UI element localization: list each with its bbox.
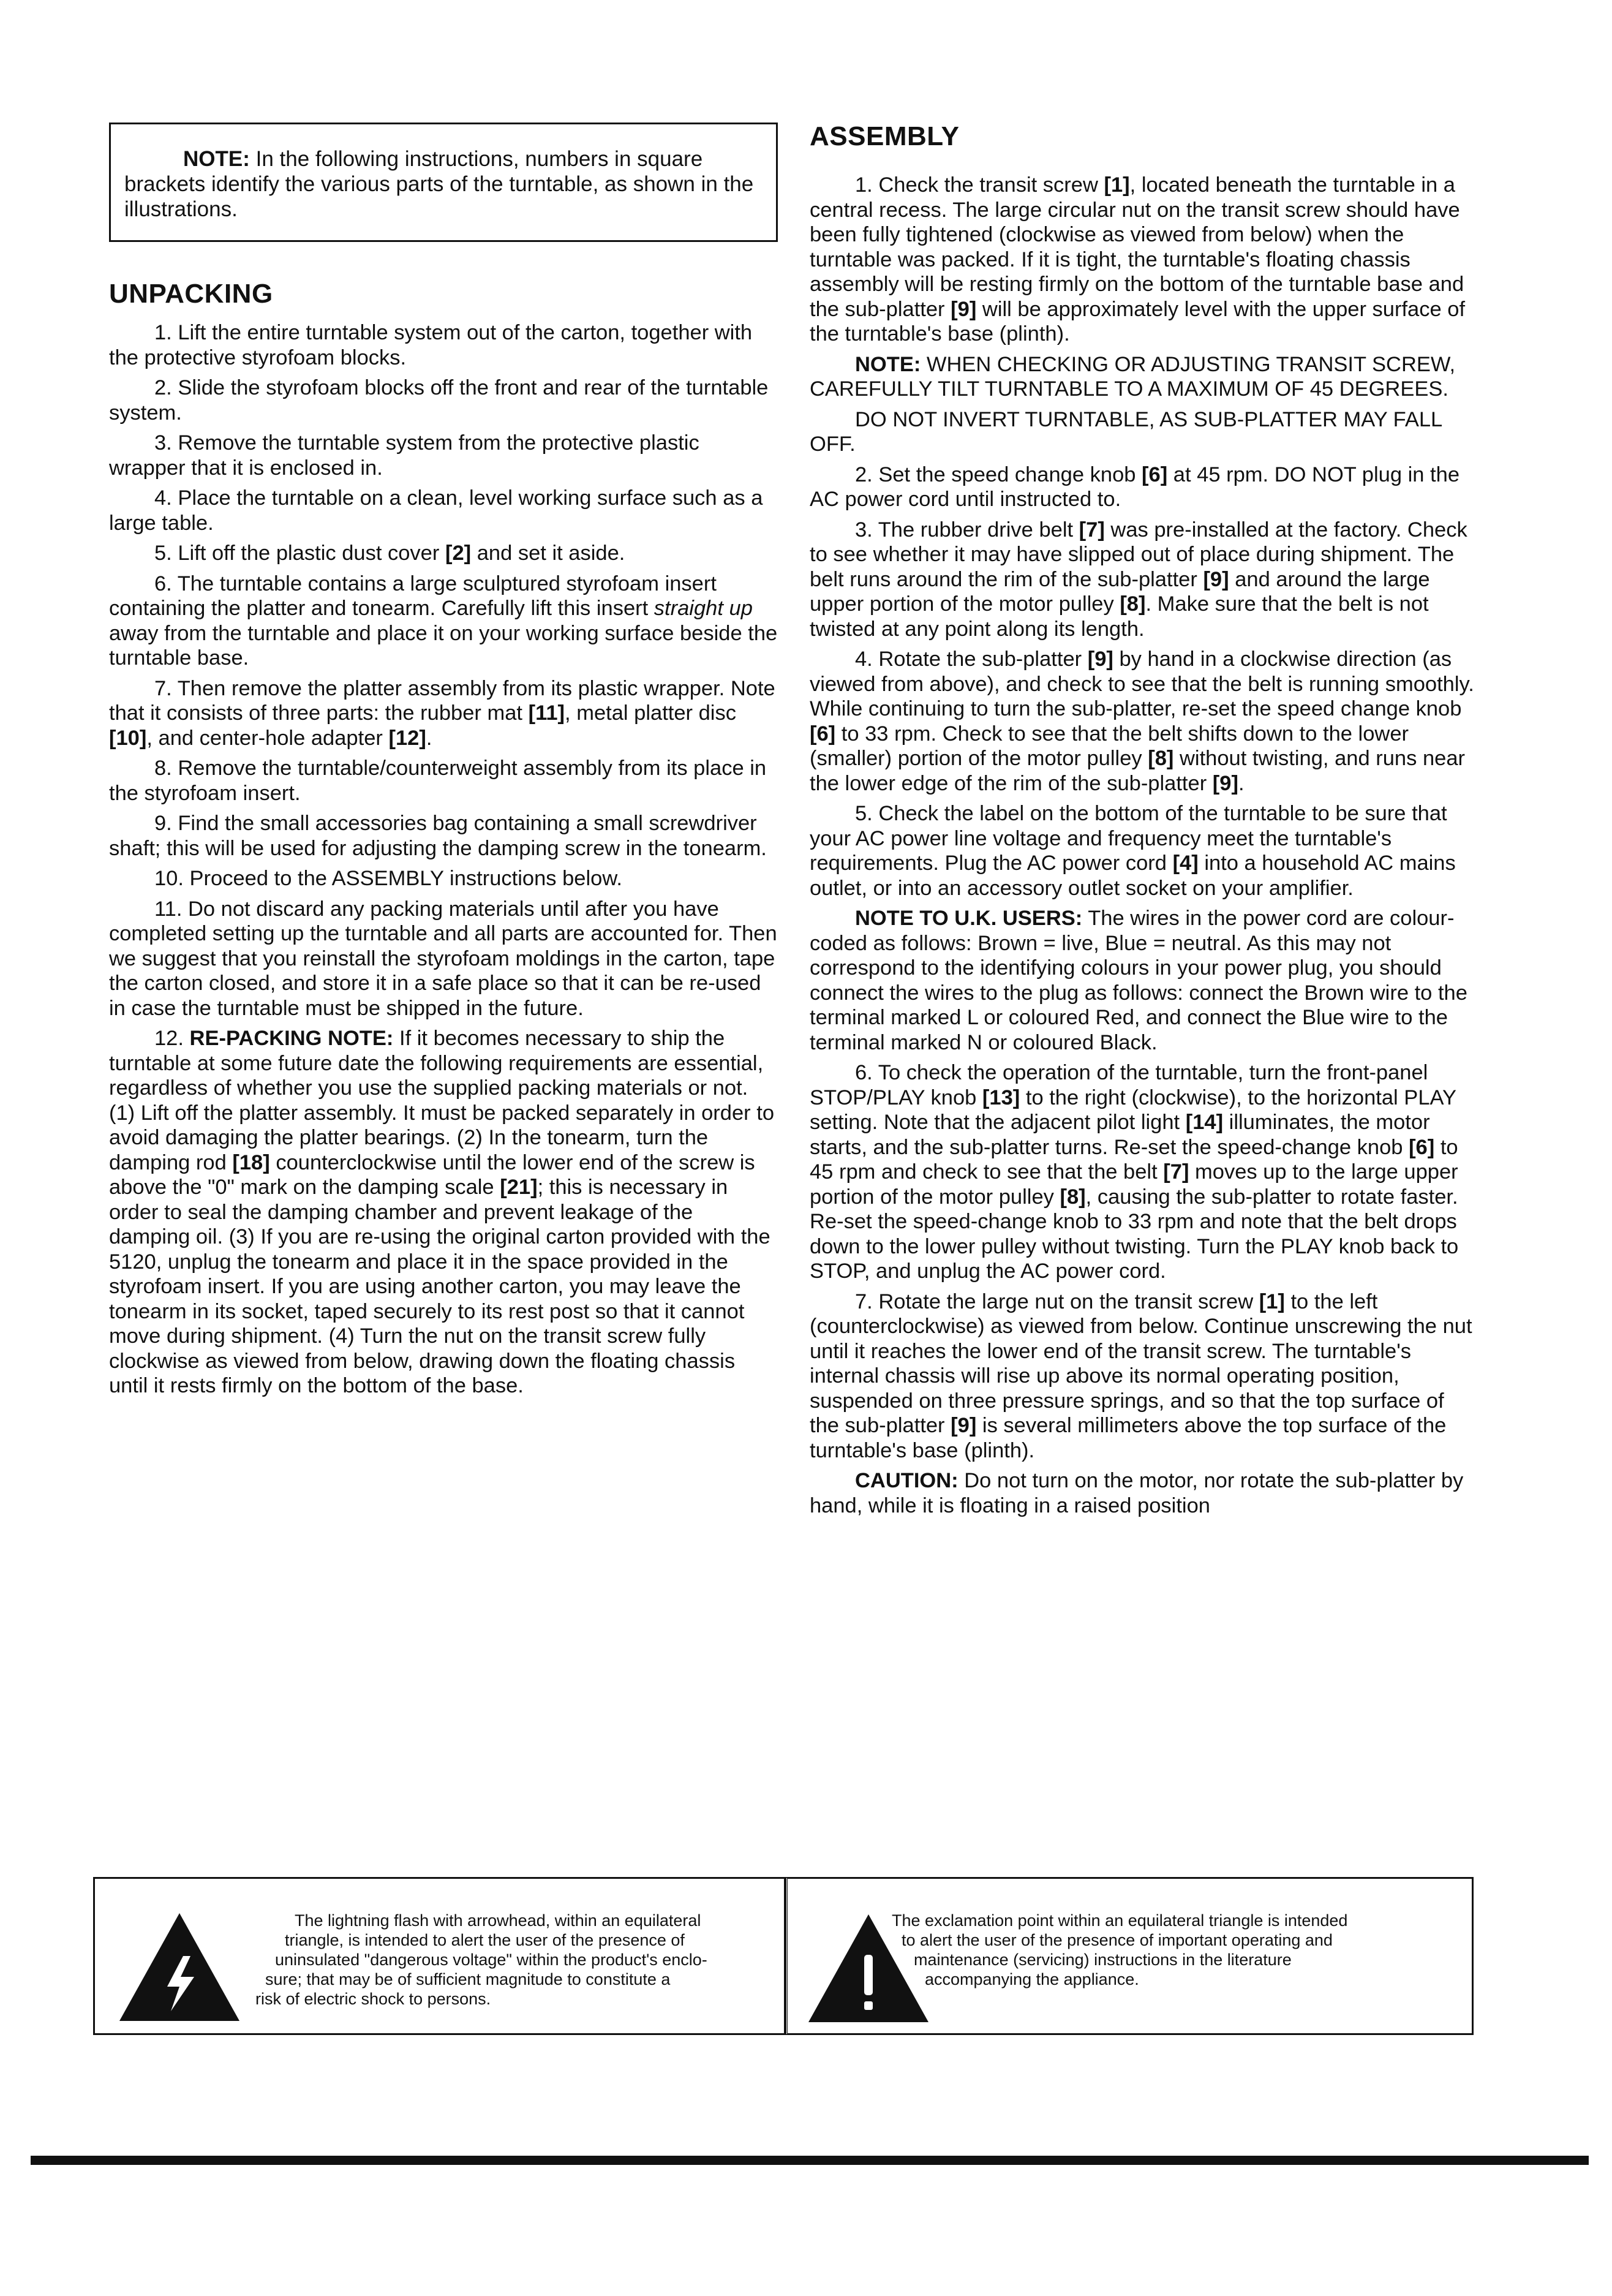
unpacking-step-9: 9. Find the small accessories bag containing a small screwdriver shaft; this will be used for adjusting the damping screw in the tonearm. — [109, 812, 767, 860]
unpacking-step-1: 1. Lift the entire turntable system out of the carton, together with the protective styrofoam blocks. — [109, 321, 753, 369]
note-label: NOTE: — [183, 147, 250, 171]
unpacking-step-6: 6. The turntable contains a large sculptured styrofoam insert containing the platter and tonearm. Carefully lift this insert straight up away from the turntable and place it on your working surface beside the turntable base. — [109, 572, 778, 670]
assembly-step-4: 4. Rotate the sub-platter [9] by hand in a clockwise direction (as viewed from above), and check to see that the belt is running smoothly. While continuing to turn the sub-platter, re-set the speed change knob [6] to 33 rpm. Check to see that the belt shifts down to the lower (smaller) portion of the motor pulley [8] without twisting, and runs near the lower edge of the rim of the sub-platter [9]. — [810, 648, 1474, 795]
unpacking-step-12: 12. RE-PACKING NOTE: If it becomes necessary to ship the turntable at some future date the following requirements are essential, regardless of whether you use the supplied packing materials or not. (1) Lift off the platter assembly. It must be packed separately in order to avoid damaging the platter bearings. (2) In the tonearm, turn the damping rod [18] counterclockwise until the lower end of the screw is above the "0" mark on the damping scale [21]; this is necessary in order to seal the damping chamber and prevent leakage of the damping oil. (3) If you are re-using the original carton provided with the 5120, unplug the tonearm and place it in the space provided in the styrofoam insert. If you are using another carton, you may leave the tonearm in its socket, taped securely to its rest post so that it cannot move during shipment. (4) Turn the nut on the transit screw fully clockwise as viewed from below, drawing down the floating chassis until it rests firmly on the bottom of the base. — [109, 1027, 775, 1397]
bottom-rule — [31, 2156, 1589, 2165]
assembly-step-1: 1. Check the transit screw [1], located beneath the turntable in a central recess. The large circular nut on the transit screw should have been fully tightened (clockwise as viewed from below) when the turntable was packed. If it is tight, the turntable's floating chassis assembly will be resting firmly on the bottom of the turntable base and the sub-platter [9] will be approximately level with the upper surface of the turntable's base (plinth). — [810, 173, 1466, 346]
right-column — [810, 121, 1478, 1518]
assembly-caution: CAUTION: Do not turn on the motor, nor rotate the sub-platter by hand, while it is floating in a raised position — [810, 1469, 1464, 1517]
assembly-step-2: 2. Set the speed change knob [6] at 45 rpm. DO NOT plug in the AC power cord until instructed to. — [810, 463, 1460, 511]
unpacking-step-11: 11. Do not discard any packing materials until after you have completed setting up the turntable and all parts are accounted for. Then we suggest that you reinstall the styrofoam moldings in the carton, tape the carton closed, and store it in a safe place so that it can be re-used in case the turntable must be shipped in the future. — [109, 897, 777, 1020]
note-box-text: NOTE: In the following instructions, numbers in square brackets identify the various parts of the turntable, as shown in the illustrations. — [124, 147, 754, 221]
assembly-step-6: 6. To check the operation of the turntable, turn the front-panel STOP/PLAY knob [13] to the right (clockwise), to the horizontal PLAY setting. Note that the adjacent pilot light [14] illuminates, the motor starts, and the sub-platter turns. Re-set the speed-change knob [6] to 45 rpm and check to see that the belt [7] moves up to the large upper portion of the motor pulley [8], causing the sub-platter to rotate faster. Re-set the speed-change knob to 33 rpm and note that the belt drops down to the lower pulley without twisting. Turn the PLAY knob back to STOP, and unplug the AC power cord. — [810, 1061, 1459, 1283]
assembly-step-3: 3. The rubber drive belt [7] was pre-installed at the factory. Check to see whether it may have slipped out of place during shipment. The belt runs around the rim of the sub-platter [9] and around the large upper portion of the motor pulley [8]. Make sure that the belt is not twisted at any point along its length. — [810, 518, 1467, 641]
assembly-note-uk: NOTE TO U.K. USERS: The wires in the power cord are colour-coded as follows: Brown = live, Blue = neutral. As this may not correspond to the identifying colours in your power plug, you should connect the wires to the plug as follows: connect the Brown wire to the terminal marked L or coloured Red, and connect the Blue wire to the terminal marked N or coloured Black. — [810, 907, 1467, 1054]
exclamation-warning-text: The exclamation point within an equilateral triangle is intended to alert the user of the presence of important operating and maintenance (servicing) instructions in the literature accompanying the appliance. — [892, 1911, 1348, 1988]
lightning-warning-text: The lightning flash with arrowhead, within an equilateral triangle, is intended to alert the user of the presence of uninsulated "dangerous voltage" within the product's enclo- sure; that may be of sufficient magnitude to constitute a risk of electric shock to persons. — [255, 1911, 707, 2008]
unpacking-step-7: 7. Then remove the platter assembly from its plastic wrapper. Note that it consists of three parts: the rubber mat [11], metal platter disc [10], and center-hole adapter [12]. — [109, 676, 775, 750]
unpacking-step-3: 3. Remove the turntable system from the protective plastic wrapper that it is enclosed in. — [109, 431, 699, 480]
assembly-step-5: 5. Check the label on the bottom of the turntable to be sure that your AC power line voltage and frequency meet the turntable's requirements. Plug the AC power cord [4] into a household AC mains outlet, or into an accessory outlet socket on your amplifier. — [810, 802, 1456, 900]
unpacking-step-8: 8. Remove the turntable/counterweight assembly from its place in the styrofoam insert. — [109, 757, 767, 805]
unpacking-step-2: 2. Slide the styrofoam blocks off the front and rear of the turntable system. — [109, 376, 769, 425]
assembly-step-7: 7. Rotate the large nut on the transit screw [1] to the left (counterclockwise) as viewed from below. Continue unscrewing the nut until it reaches the lower end of the transit screw. The turntable's internal chassis will rise up above its normal operating position, suspended on three pressure springs, and so that the top surface of the sub-platter [9] is several millimeters above the top surface of the turntable's base (plinth). — [810, 1290, 1472, 1462]
lightning-warning — [93, 1877, 786, 2035]
unpacking-step-4: 4. Place the turntable on a clean, level working surface such as a large table. — [109, 486, 763, 535]
left-column — [109, 123, 778, 1404]
warning-boxes — [93, 1877, 1474, 2035]
exclamation-warning — [786, 1877, 1474, 2035]
unpacking-step-10: 10. Proceed to the ASSEMBLY instructions below. — [154, 867, 622, 890]
assembly-note-tilt: NOTE: WHEN CHECKING OR ADJUSTING TRANSIT SCREW, CAREFULLY TILT TURNTABLE TO A MAXIMUM OF 45 DEGREES. — [810, 352, 1456, 401]
assembly-heading: ASSEMBLY — [810, 121, 960, 151]
note-box — [109, 123, 778, 242]
unpacking-step-5: 5. Lift off the plastic dust cover [2] and set it aside. — [154, 542, 625, 565]
unpacking-heading: UNPACKING — [109, 279, 273, 309]
assembly-note-invert: DO NOT INVERT TURNTABLE, AS SUB-PLATTER MAY FALL OFF. — [810, 407, 1442, 456]
